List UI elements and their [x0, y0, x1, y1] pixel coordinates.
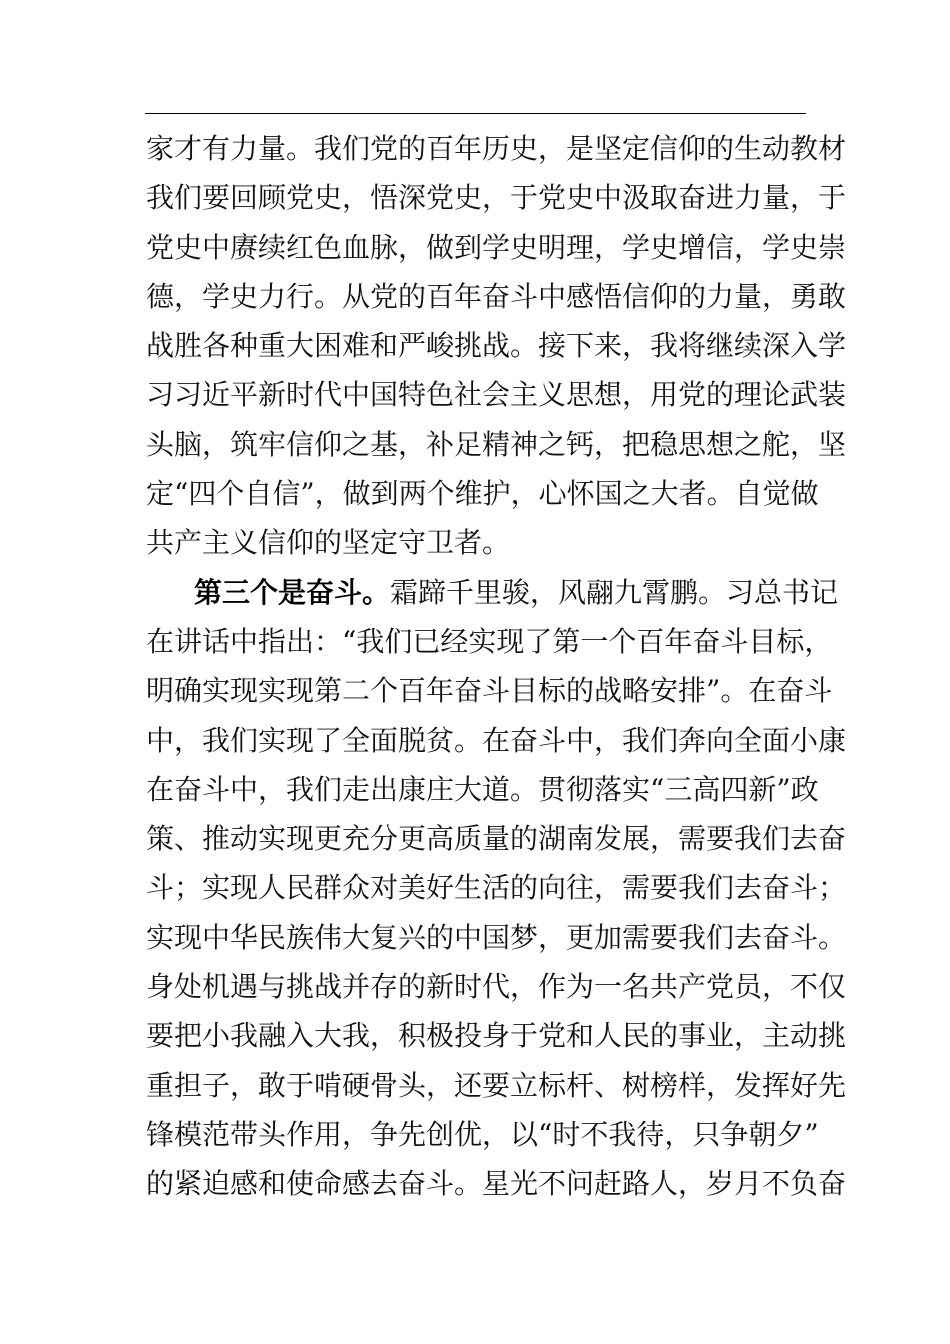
text-line: 家才有力量。我们党的百年历史，是坚定信仰的生动教材	[146, 132, 847, 165]
text-line: 定“四个自信”，做到两个维护，心怀国之大者。自觉做	[146, 477, 819, 511]
text-line: 身处机遇与挑战并存的新时代，作为一名共产党员，不仅	[146, 970, 847, 1004]
text-line: 要把小我融入大我，积极投身于党和人民的事业，主动挑	[146, 1019, 847, 1053]
text-line: 锋模范带头作用，争先创优，以“时不我待，只争朝夕”	[146, 1117, 819, 1151]
header-rule	[145, 113, 806, 114]
text-line: 在奋斗中，我们走出康庄大道。贯彻落实“三高四新”政	[146, 772, 819, 806]
text-line: 的紧迫感和使命感去奋斗。星光不问赶路人，岁月不负奋	[146, 1167, 847, 1201]
text-line: 中，我们实现了全面脱贫。在奋斗中，我们奔向全面小康	[146, 723, 847, 757]
text-line: 实现中华民族伟大复兴的中国梦，更加需要我们去奋斗。	[146, 920, 847, 954]
text-line: 斗；实现人民群众对美好生活的向往，需要我们去奋斗；	[146, 871, 847, 905]
text-line: 习习近平新时代中国特色社会主义思想，用党的理论武装	[146, 378, 847, 412]
text-line: 共产主义信仰的坚定守卫者。	[146, 526, 511, 560]
text-line: 德，学史力行。从党的百年奋斗中感悟信仰的力量，勇敢	[146, 279, 847, 313]
section-first-line-text: 霜蹄千里骏，风翮九霄鹏。习总书记	[390, 575, 839, 609]
text-line: 战胜各种重大困难和严峻挑战。接下来，我将继续深入学	[146, 329, 847, 363]
text-line: 策、推动实现更充分更高质量的湖南发展，需要我们去奋	[146, 822, 847, 856]
text-line: 在讲话中指出：“我们已经实现了第一个百年奋斗目标，	[146, 624, 833, 658]
section-first-line	[146, 568, 839, 617]
section-heading: 第三个是奋斗。	[194, 575, 391, 609]
text-line: 头脑，筑牢信仰之基，补足精神之钙，把稳思想之舵，坚	[146, 427, 847, 461]
text-line: 重担子，敢于啃硬骨头，还要立标杆、树榜样，发挥好先	[146, 1068, 847, 1102]
text-line: 党史中赓续红色血脉，做到学史明理，学史增信，学史崇	[146, 230, 847, 264]
body-text	[146, 124, 847, 1209]
text-line: 我们要回顾党史，悟深党史，于党史中汲取奋进力量，于	[146, 181, 847, 215]
text-line: 明确实现实现第二个百年奋斗目标的战略安排”。在奋斗	[146, 674, 833, 708]
